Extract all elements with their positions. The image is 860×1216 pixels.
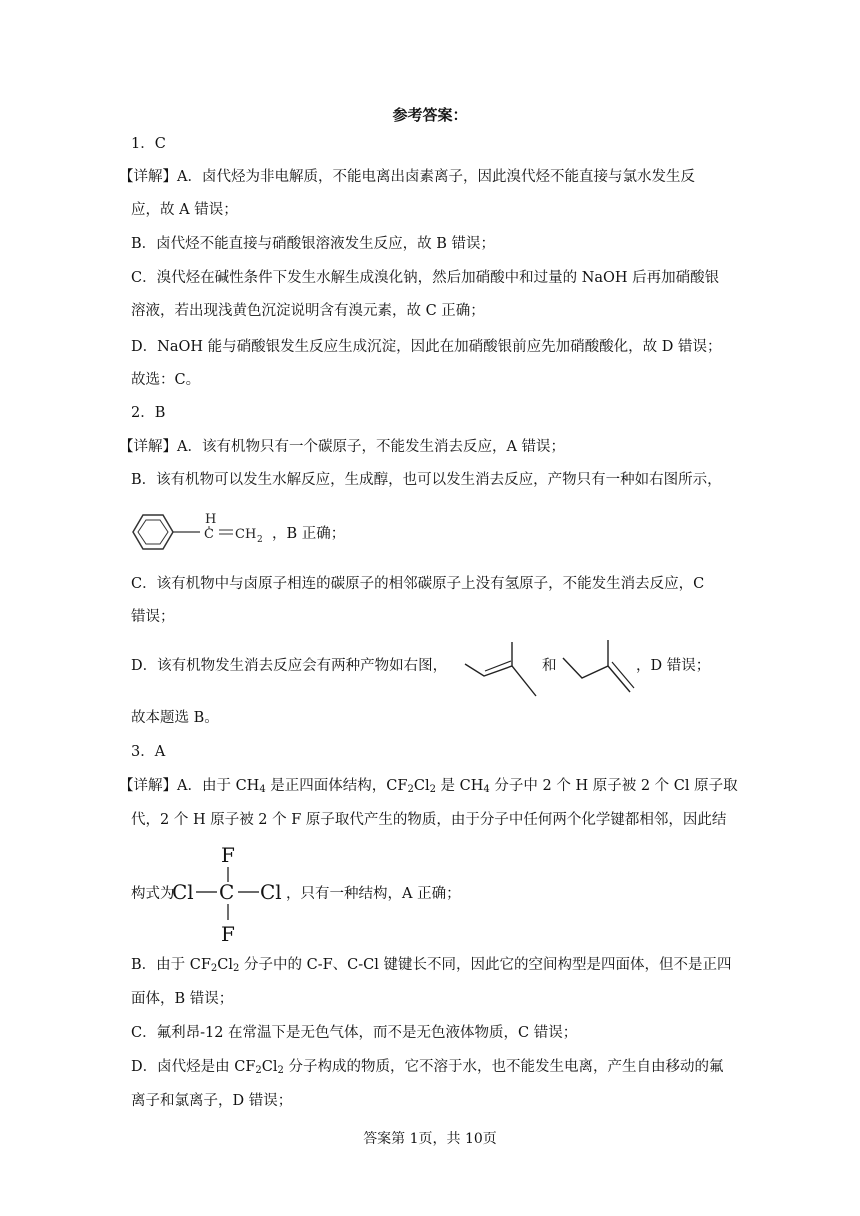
q3-d-part: 分子构成的物质，它不溶于水，也不能发生电离，产生自由移动的氟 <box>283 1059 724 1075</box>
q3-explain-a-line3-post: ，只有一种结构，A 正确； <box>286 886 461 902</box>
q3-d-part: D．卤代烃是由 CF <box>131 1059 256 1075</box>
q3-option-c: C．氟利昂-12 在常温下是无色气体，而不是无色液体物质，C 错误； <box>131 1025 578 1041</box>
styrene-structure-image <box>128 505 273 555</box>
cf2cl2-structure <box>172 840 284 948</box>
q3-a1-part: 是正四面体结构，CF <box>265 778 408 794</box>
fluorine-bottom-label: F <box>221 922 235 946</box>
q2-explain-a: 【详解】A．该有机物只有一个碳原子，不能发生消去反应，A 错误； <box>119 439 566 455</box>
fluorine-top-label: F <box>221 843 235 867</box>
q3-explain-a-line1 <box>119 776 738 800</box>
q2-option-c-line2: 错误； <box>131 609 175 625</box>
q3-d-part: Cl <box>261 1059 278 1075</box>
q2-option-d-pre: D．该有机物发生消去反应会有两种产物如右图， <box>131 658 448 674</box>
carbon-center-label: C <box>219 880 235 904</box>
q3-number: 3．A <box>131 744 166 760</box>
q2-conclusion: 故本题选 B。 <box>131 710 219 726</box>
q3-a1-sub: 4 <box>483 784 490 795</box>
q1-option-b: B．卤代烃不能直接与硝酸银溶液发生反应，故 B 错误； <box>131 236 496 252</box>
chlorine-right-label: Cl <box>260 880 282 904</box>
q3-a1-part: 分子中 2 个 H 原子被 2 个 Cl 原子取 <box>489 778 738 794</box>
structure-ch-subscript: 2 <box>257 535 263 545</box>
structure-h-label: H <box>205 512 217 527</box>
q3-explain-a-line2: 代，2 个 H 原子被 2 个 F 原子取代产生的物质，由于分子中任何两个化学键都相邻，因此结 <box>131 812 727 828</box>
alkene-structure-2 <box>560 636 635 698</box>
q3-b-part: 分子中的 C-F、C-Cl 键键长不同，因此它的空间构型是四面体，但不是正四 <box>239 957 732 973</box>
q2-option-d-post: ，D 错误； <box>636 658 711 674</box>
q2-and-text: 和 <box>542 658 557 674</box>
q2-option-b-line2: ，B 正确； <box>272 526 346 542</box>
q3-a1-part: 【详解】A．由于 CH <box>119 778 260 794</box>
q3-explain-a-line3-pre: 构式为 <box>131 886 175 902</box>
q1-explain-a-line2: 应，故 A 错误； <box>131 202 238 218</box>
q1-conclusion: 故选：C。 <box>131 372 201 388</box>
q1-option-d: D．NaOH 能与硝酸银发生反应生成沉淀，因此在加硝酸银前应先加硝酸酸化，故 D 错误； <box>131 339 722 355</box>
q3-option-b-line1 <box>131 955 732 979</box>
q2-option-b-line1: B．该有机物可以发生水解反应，生成醇，也可以发生消去反应，产物只有一种如右图所示， <box>131 472 722 488</box>
q1-number: 1．C <box>131 136 166 152</box>
q3-d-sub: 2 <box>255 1065 262 1076</box>
q3-a1-sub: 2 <box>429 784 436 795</box>
q3-b-sub: 2 <box>233 963 240 974</box>
q3-a1-sub: 4 <box>259 784 266 795</box>
q3-option-b-line2: 面体，B 错误； <box>131 991 234 1007</box>
q3-option-d-line1 <box>131 1057 723 1081</box>
q3-b-part: Cl <box>217 957 234 973</box>
q3-a1-part: Cl <box>413 778 430 794</box>
q3-a1-part: 是 CH <box>435 778 484 794</box>
q2-option-c-line1: C．该有机物中与卤原子相连的碳原子的相邻碳原子上没有氢原子，不能发生消去反应，C <box>131 576 705 592</box>
structure-c-label: C <box>204 527 214 542</box>
q1-explain-a-line1: 【详解】A．卤代烃为非电解质，不能电离出卤素离子，因此溴代烃不能直接与氯水发生反 <box>119 169 695 185</box>
q3-b-sub: 2 <box>210 963 218 974</box>
q1-option-c-line1: C．溴代烃在碱性条件下发生水解生成溴化钠，然后加硝酸中和过量的 NaOH 后再加硝酸银 <box>131 270 720 286</box>
q1-option-c-line2: 溶液，若出现浅黄色沉淀说明含有溴元素，故 C 正确； <box>131 303 485 319</box>
q3-d-sub: 2 <box>277 1065 284 1076</box>
chlorine-left-label: Cl <box>172 880 194 904</box>
q3-a1-sub: 2 <box>407 784 414 795</box>
alkene-structure-1 <box>462 638 537 700</box>
page-footer: 答案第 1页，共 10页 <box>363 1131 497 1147</box>
q3-b-part: B．由于 CF <box>131 957 211 973</box>
q2-number: 2．B <box>131 405 166 421</box>
q3-option-d-line2: 离子和氯离子，D 错误； <box>131 1093 293 1109</box>
page-title: 参考答案： <box>392 106 468 124</box>
structure-ch-label: CH <box>235 527 257 542</box>
